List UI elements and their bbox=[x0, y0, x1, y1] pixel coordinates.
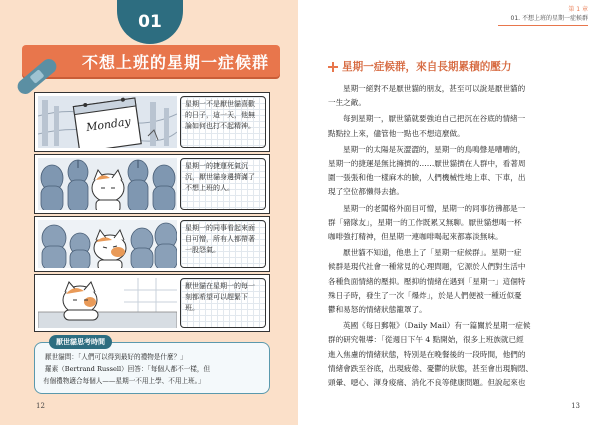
page-number-left: 12 bbox=[36, 402, 45, 410]
body-text bbox=[328, 82, 594, 390]
body-line: 一生之敵。 bbox=[328, 98, 366, 108]
body-line: 現了空位都懶得去搶。 bbox=[328, 187, 404, 197]
body-line: 每到星期一，厭世貓就要強迫自己把沉在谷底的情緒一 bbox=[343, 114, 526, 124]
crowded-subway-illustration bbox=[38, 158, 177, 210]
body-line: 點點拉上來，儘管他一點也不想這麼做。 bbox=[328, 128, 465, 138]
body-line: 英國《每日郵報》（Daily Mail）有一篇關於星期一症候 bbox=[343, 321, 531, 331]
body-line: 鬱和易怒的情緒狀態籠罩了。 bbox=[328, 305, 427, 315]
comic-panel-2 bbox=[34, 154, 270, 214]
body-line: 厭世貓不知道，他患上了「星期一症候群」。星期一症 bbox=[343, 248, 522, 258]
comic-caption-3: 星期一的同事看起來面目可憎，所有人都帶著一股怨氣。 bbox=[180, 220, 266, 268]
thinking-time-text bbox=[43, 351, 263, 387]
calendar-illustration bbox=[38, 96, 177, 148]
section-heading-text: 星期一症候群，來自長期累積的壓力 bbox=[342, 61, 512, 73]
coworkers-illustration bbox=[38, 220, 177, 268]
body-line: 星期一的捷運是無比擁擠的……厭世貓擠在人群中，看著周 bbox=[328, 159, 526, 169]
body-line: 候群是現代社會一種常見的心理問題，它源於人們對生活中 bbox=[328, 262, 526, 272]
body-line: 群「豬隊友」，星期一的工作既累又無聊。厭世貓想喝一杯 bbox=[328, 217, 522, 227]
quote-line-1: 厭世貓問：「人們可以得到最好的禮物是什麼？」 bbox=[45, 353, 187, 361]
chapter-number-badge: 01 bbox=[117, 0, 183, 44]
comic-panel-3 bbox=[34, 216, 270, 272]
running-head-chapter: 第 1 章 bbox=[568, 6, 588, 13]
plus-icon bbox=[328, 62, 338, 72]
body-line: 進入焦慮的情緒狀態，特別是在晚餐後的一段時間，他們的 bbox=[328, 349, 526, 359]
body-line: 圍一張張和他一樣麻木的臉，人們機械性地上車、下車，出 bbox=[328, 173, 526, 183]
body-line: 星期一的老闆格外面目可憎，星期一的同事彷彿都是一 bbox=[343, 203, 526, 213]
quote-line-3: 有個禮物適合每個人——星期一不用上學、不用上班。」 bbox=[43, 377, 205, 385]
comic-panel-1 bbox=[34, 92, 270, 152]
comic-panel-4 bbox=[34, 274, 270, 332]
cat-at-desk-illustration bbox=[38, 278, 177, 328]
calendar-text: Monday bbox=[85, 114, 132, 135]
body-line: 各種負面情緒的壓抑。壓抑的情緒在遇到「星期一」這個特 bbox=[328, 276, 526, 286]
body-line: 情緒會跌至谷底，出現疲倦、憂鬱的狀態，甚至會出現胸悶、 bbox=[328, 363, 534, 373]
body-line: 星期一絕對不是厭世貓的朋友，甚至可以說是厭世貓的 bbox=[343, 84, 526, 93]
comic-caption-4: 厭世貓在星期一的每一刻都希望可以趕緊下班。 bbox=[180, 278, 266, 328]
running-head-section: 01. 不想上班的星期一症候群 bbox=[510, 15, 588, 22]
running-head bbox=[498, 5, 588, 26]
right-page bbox=[298, 0, 600, 425]
comic-strip bbox=[34, 92, 270, 332]
page-title: 不想上班的星期一症候群 bbox=[82, 53, 270, 72]
section-heading bbox=[328, 56, 592, 75]
body-line: 星期一的太陽是灰澀澀的，星期一的鳥鳴聲是嘈嘈的， bbox=[343, 144, 526, 154]
body-line: 頭暈、噁心、渾身痠痛、消化不良等健康問題。但說起來也 bbox=[328, 378, 526, 388]
left-page bbox=[0, 0, 298, 425]
title-banner bbox=[22, 45, 280, 77]
page-number-right: 13 bbox=[571, 402, 580, 410]
comic-caption-1: 星期一不是厭世貓喜歡的日子，這一天，他無論如何也打不起精神。 bbox=[180, 96, 266, 148]
running-head-rule bbox=[498, 25, 588, 26]
body-line: 殊日子時，發生了一次「爆炸」，於是人們便被一種近似憂 bbox=[328, 290, 522, 300]
quote-line-2: 羅素（Bertrand Russell）回答：「每個人都不一樣，但 bbox=[45, 365, 211, 373]
body-line: 咖啡強打精神，但星期一連咖啡喝起來都寡淡無味。 bbox=[328, 232, 503, 242]
comic-caption-2: 星期一的捷運死氣沉沉，厭世貓身邊擠滿了不想上班的人。 bbox=[180, 158, 266, 210]
thinking-time-box bbox=[34, 338, 270, 394]
thinking-time-tag: 厭世貓思考時間 bbox=[49, 335, 112, 349]
body-line: 群的研究報導：「從週日下午 4 點開始，很多上班族就已經 bbox=[328, 335, 524, 345]
